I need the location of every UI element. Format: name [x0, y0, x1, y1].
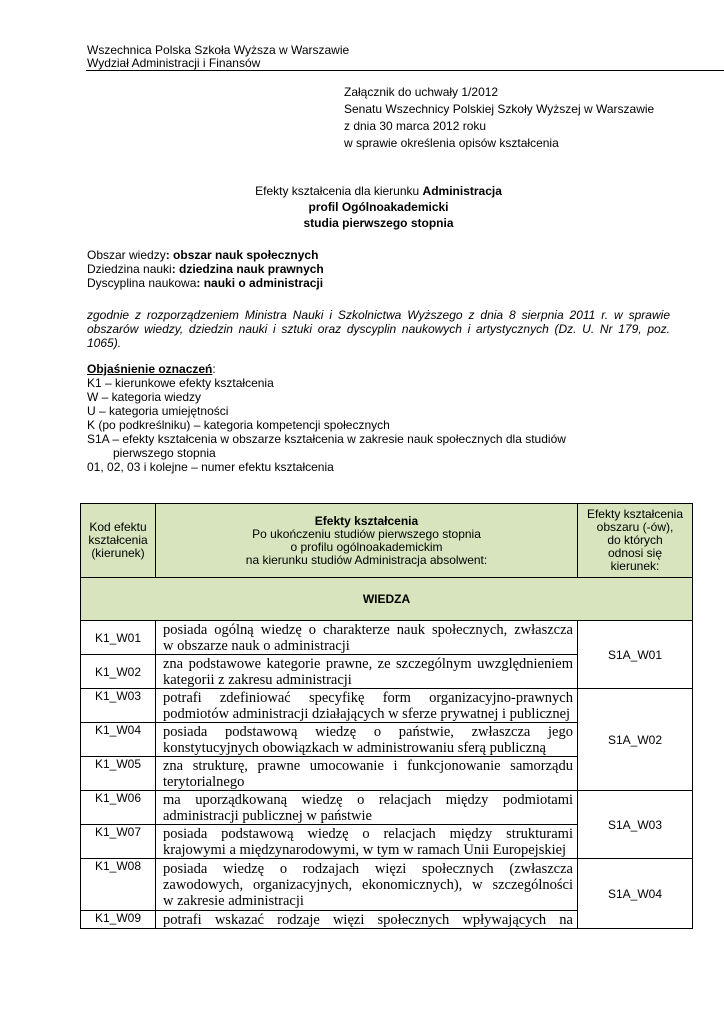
table-header-row [81, 504, 693, 578]
row-description: zna podstawowe kategorie prawne, ze szczególnym uwzględnieniem kategorii z zakresu administracji [156, 655, 578, 689]
area-ref: S1A_W04 [578, 859, 693, 929]
row-description: posiada podstawową wiedzę o państwie, zwłaszcza jego konstytucyjnych obowiązkach w administrowaniu sferą publiczną [156, 723, 578, 757]
legend-item: S1A – efekty kształcenia w obszarze kształcenia w zakresie nauk społecznych dla studiów [87, 432, 566, 446]
row-description: ma uporządkowaną wiedzę o relacjach między podmiotami administracji publicznej w państwie [156, 791, 578, 825]
domain-value: : dziedzina nauk prawnych [171, 262, 324, 276]
header-area-refs: Efekty kształcenia obszaru (-ów), do których odnosi się kierunek: [578, 504, 693, 578]
legend-item: W – kategoria wiedzy [87, 390, 202, 404]
area-ref: S1A_W01 [578, 621, 693, 689]
area-ref: S1A_W03 [578, 791, 693, 859]
title-field: Administracja [422, 184, 502, 198]
row-code: K1_W06 [81, 791, 156, 825]
row-code: K1_W02 [81, 655, 156, 689]
row-code: K1_W05 [81, 757, 156, 791]
attachment-note [344, 84, 654, 152]
header-divider [86, 70, 724, 71]
legend-heading-suffix: : [212, 362, 216, 376]
legal-line: 1065). [87, 336, 122, 350]
row-description: posiada podstawową wiedzę o relacjach między strukturami krajowymi a międzynarodowymi, w tym w ramach Unii Europejskiej [156, 825, 578, 859]
area-value: : obszar nauk społecznych [165, 248, 319, 262]
title-profile: profil Ogólnoakademicki [308, 200, 449, 214]
legal-line: zgodnie z rozporządzeniem Ministra Nauki i Szkolnictwa Wyższego z dnia 8 sierpnia 2011 r. w sprawie [87, 308, 670, 322]
institution-name: Wszechnica Polska Szkoła Wyższa w Warszawie [87, 43, 350, 57]
attachment-line: Senatu Wszechnicy Polskiej Szkoły Wyższej w Warszawie [344, 102, 655, 116]
attachment-line: Załącznik do uchwały 1/2012 [344, 85, 499, 99]
legal-line: obszarów wiedzy, dziedzin nauki i sztuki oraz dyscyplin naukowych i artystycznych (Dz. U. Nr 179, poz. [87, 322, 670, 336]
row-code: K1_W09 [81, 911, 156, 929]
legend-item: pierwszego stopnia [113, 446, 216, 460]
table-row [81, 621, 693, 655]
classification [87, 248, 324, 290]
row-code: K1_W01 [81, 621, 156, 655]
title-prefix: Efekty kształcenia dla kierunku [255, 184, 423, 198]
header-effects: Efekty kształcenia Po ukończeniu studiów pierwszego stopnia o profilu ogólnoakademickim na kierunku studiów Administracja absolwent: [156, 504, 578, 578]
row-description: potrafi wskazać rodzaje więzi społecznych wpływających na [156, 911, 578, 929]
document-title [87, 183, 670, 231]
table-row [81, 859, 693, 911]
legend [87, 362, 566, 474]
table-row [81, 791, 693, 825]
department-name: Wydział Administracji i Finansów [87, 56, 261, 70]
title-level: studia pierwszego stopnia [303, 216, 454, 230]
legend-item: K1 – kierunkowe efekty kształcenia [87, 376, 274, 390]
row-description: posiada ogólną wiedzę o charakterze nauk społecznych, zwłaszcza w obszarze nauk o administracji [156, 621, 578, 655]
row-code: K1_W07 [81, 825, 156, 859]
table-row [81, 689, 693, 723]
row-code: K1_W03 [81, 689, 156, 723]
learning-outcomes-table [80, 503, 693, 929]
header-code: Kod efektu kształcenia (kierunek) [81, 504, 156, 578]
legend-heading: Objaśnienie oznaczeń [87, 362, 213, 376]
section-row [81, 578, 693, 621]
attachment-line: w sprawie określenia opisów kształcenia [344, 136, 559, 150]
legal-basis [87, 308, 670, 350]
discipline-value: : nauki o administracji [196, 276, 324, 290]
legend-item: K (po podkreślniku) – kategoria kompetencji społecznych [87, 418, 390, 432]
row-description: posiada wiedzę o rodzajach więzi społecznych (zwłaszcza zawodowych, organizacyjnych, ekonomicznych), w szczególności w zakresie administracji [156, 859, 578, 911]
attachment-line: z dnia 30 marca 2012 roku [344, 119, 487, 133]
row-description: zna strukturę, prawne umocowanie i funkcjonowanie samorządu terytorialnego [156, 757, 578, 791]
row-description: potrafi zdefiniować specyfikę form organizacyjno-prawnych podmiotów administracji działających w sferze prywatnej i publicznej [156, 689, 578, 723]
discipline-label: Dyscyplina naukowa [87, 276, 197, 290]
area-label: Obszar wiedzy [87, 248, 166, 262]
row-code: K1_W08 [81, 859, 156, 911]
legend-item: U – kategoria umiejętności [87, 404, 229, 418]
legend-item: 01, 02, 03 i kolejne – numer efektu kształcenia [87, 460, 334, 474]
area-ref: S1A_W02 [578, 689, 693, 791]
domain-label: Dziedzina nauki [87, 262, 172, 276]
section-knowledge: WIEDZA [81, 578, 693, 621]
row-code: K1_W04 [81, 723, 156, 757]
